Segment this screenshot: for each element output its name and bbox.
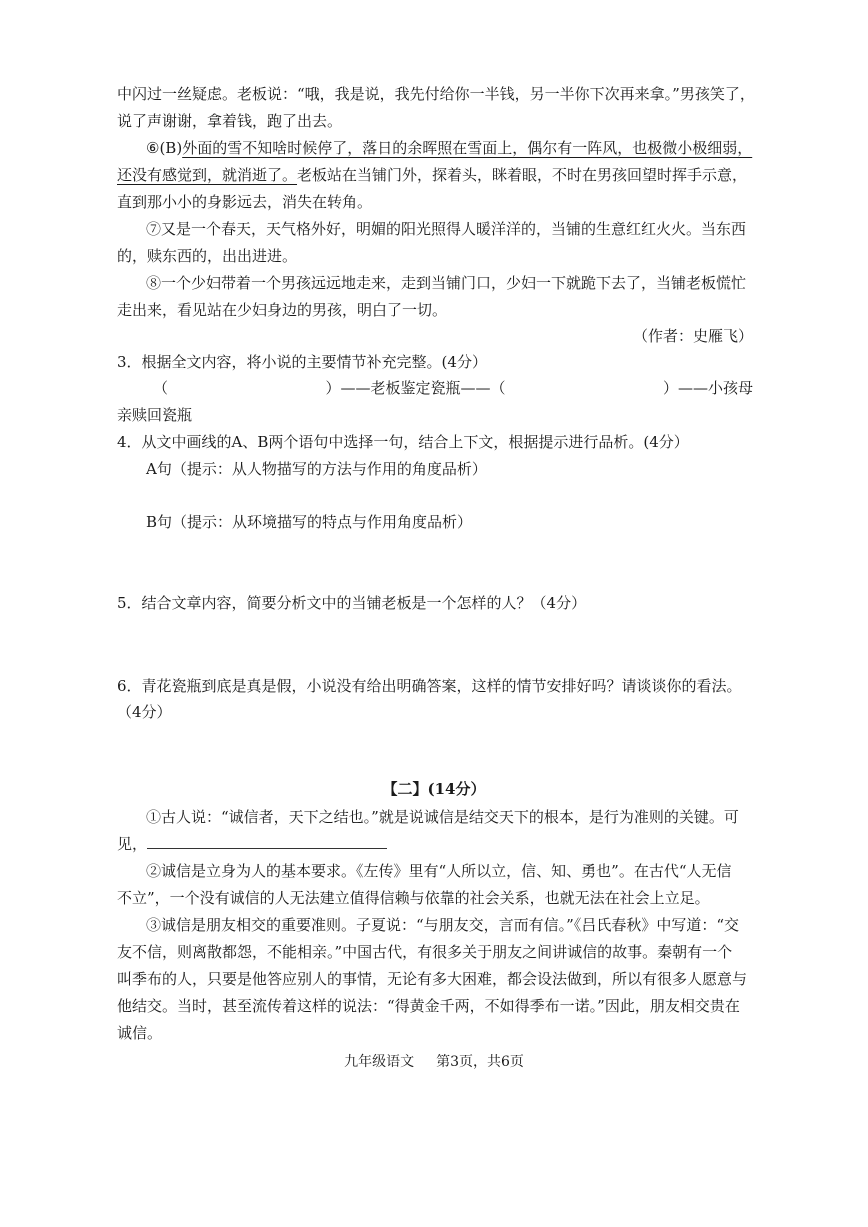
question-3-blanks: [117, 377, 753, 399]
section2-line: 他结交。当时，甚至流传着这样的说法：“得黄金千两，不如得季布一诺。”因此，朋友相交贵在: [117, 997, 740, 1015]
section2-line: ①古人说：“诚信者，天下之结也。”就是说诚信是结交天下的根本，是行为准则的关键。可: [146, 808, 739, 826]
passage-text: 老板站在当铺门外，探着头，眯着眼，不时在男孩回望时挥手示意，: [297, 166, 748, 184]
question-4: 4．从文中画线的A、B两个语句中选择一句，结合上下文，根据提示进行品析。(4分）: [117, 433, 689, 451]
section2-line: ③诚信是朋友相交的重要准则。子夏说：“与朋友交，言而有信。”《吕氏春秋》中写道：“交: [146, 916, 740, 934]
footer-subject: 九年级语文: [344, 1054, 415, 1070]
question-4-a: A句（提示：从人物描写的方法与作用的角度品析）: [146, 460, 487, 478]
question-3: 3．根据全文内容，将小说的主要情节补充完整。(4分）: [117, 353, 487, 371]
passage-line: ⑦又是一个春天，天气格外好，明媚的阳光照得人暖洋洋的，当铺的生意红红火火。当东西: [146, 220, 747, 238]
question-5: 5．结合文章内容，简要分析文中的当铺老板是一个怎样的人？（4分）: [117, 594, 587, 612]
section2-line: 叫季布的人，只要是他答应别人的事情，无论有多大困难，都会设法做到，所以有很多人愿意与: [117, 970, 748, 988]
plot-middle: ）——老板鉴定瓷瓶——（: [325, 379, 506, 397]
underlined-sentence-b: 还没有感觉到，就消逝了。: [117, 166, 298, 184]
section2-line: 友不信，则离散都怨，不能相亲。”中国古代，有很多关于朋友之间讲诚信的故事。秦朝有一个: [117, 943, 733, 961]
question-6-score: （4分）: [117, 703, 172, 721]
footer-page-info: 第3页，共6页: [436, 1054, 524, 1070]
question-6: 6．青花瓷瓶到底是真是假，小说没有给出明确答案，这样的情节安排好吗？请谈谈你的看法。: [117, 677, 742, 695]
question-4-b: B句（提示：从环境描写的特点与作用角度品析）: [146, 513, 473, 531]
passage-line: ⑧一个少妇带着一个男孩远远地走来，走到当铺门口，少妇一下就跪下去了，当铺老板慌忙: [146, 274, 747, 292]
plot-end: ）——小孩母: [662, 379, 753, 397]
section2-text: 见，: [117, 835, 148, 853]
passage-line: 的，赎东西的，出出进进。: [117, 247, 298, 265]
author-credit: （作者：史雁飞）: [632, 327, 753, 345]
page-footer: [0, 1051, 868, 1073]
section2-line: ②诚信是立身为人的基本要求。《左传》里有“人所以立，信、知、勇也”。在古代“人无信: [146, 862, 732, 880]
paragraph-marker: ⑥(B): [146, 139, 183, 157]
paragraph-6-line: [146, 137, 752, 159]
passage-line: 说了声谢谢，拿着钱，跑了出去。: [117, 112, 343, 130]
underlined-sentence-b: 外面的雪不知啥时候停了，落日的余晖照在雪面上，偶尔有一阵风，也极微小极细弱，: [182, 139, 753, 157]
answer-blank: [147, 834, 387, 849]
passage-line: 中闪过一丝疑虑。老板说：“哦，我是说，我先付给你一半钱，另一半你下次再来拿。”男孩笑了，: [117, 85, 755, 103]
section-heading: 【二】(14分）: [382, 780, 486, 798]
section2-line: 诚信。: [117, 1024, 163, 1042]
section2-line: [117, 833, 387, 855]
section2-line: 不立”，一个没有诚信的人无法建立值得信赖与依靠的社会关系，也就无法在社会上立足。: [117, 889, 710, 907]
passage-line: 走出来，看见站在少妇身边的男孩，明白了一切。: [117, 301, 448, 319]
paragraph-6-line: [117, 164, 747, 186]
question-3-cont: 亲赎回瓷瓶: [117, 406, 193, 424]
passage-line: 直到那小小的身影远去，消失在转角。: [117, 193, 373, 211]
blank-open: （: [153, 379, 169, 397]
